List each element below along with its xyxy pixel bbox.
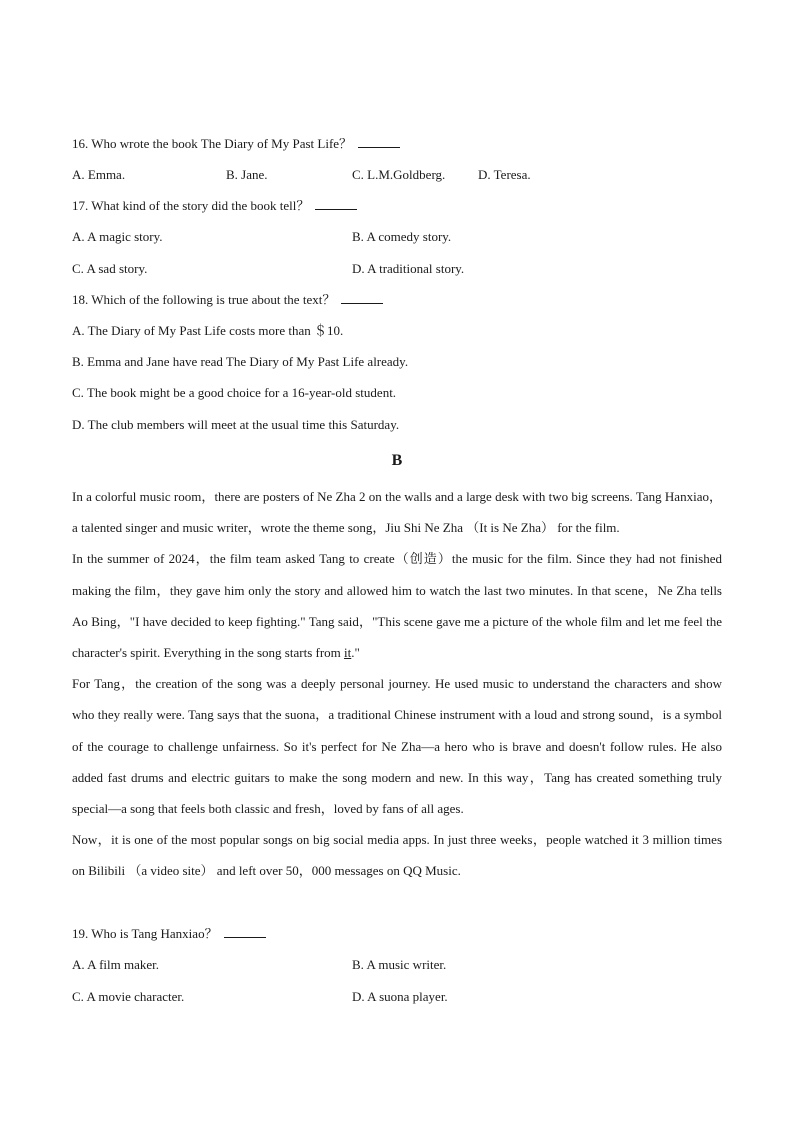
passage-b (72, 481, 722, 887)
answer-blank-16[interactable] (358, 136, 400, 148)
q18-option-c: C. The book might be a good choice for a 16-year-old student. (72, 385, 397, 400)
question-19-stem: 19. Who is Tang Hanxiao？ (72, 926, 218, 941)
underlined-word-it: it (344, 645, 352, 661)
question-18-stem: 18. Which of the following is true about the text？ (72, 292, 336, 307)
passage-paragraph-4: Now，it is one of the most popular songs on big social media apps. In just three weeks，people watched it 3 million times on Bilibili （a video site） and left over 50，000 messages on QQ Music. (72, 832, 722, 879)
question-16-stem: 16. Who wrote the book The Diary of My Past Life？ (72, 136, 353, 151)
answer-blank-18[interactable] (341, 292, 383, 304)
q16-option-b: B. Jane. (226, 167, 268, 182)
q16-option-a: A. Emma. (72, 167, 126, 182)
q19-option-b: B. A music writer. (352, 957, 447, 972)
question-17-stem: 17. What kind of the story did the book tell？ (72, 198, 310, 213)
q19-option-a: A. A film maker. (72, 957, 160, 972)
question-18 (72, 292, 383, 308)
q17-option-d: D. A traditional story. (352, 261, 465, 276)
question-19 (72, 926, 266, 942)
passage-paragraph-1: In a colorful music room，there are posters of Ne Zha 2 on the walls and a large desk with two big screens. Tang Hanxiao，a talented singer and music writer，wrote the theme song，Jiu Shi Ne Zha （It is Ne Zha） for the film. (72, 489, 722, 536)
question-16 (72, 136, 400, 152)
q18-option-d: D. The club members will meet at the usual time this Saturday. (72, 417, 400, 432)
q17-option-b: B. A comedy story. (352, 229, 452, 244)
q18-option-b: B. Emma and Jane have read The Diary of My Past Life already. (72, 354, 409, 369)
q17-option-a: A. A magic story. (72, 229, 163, 244)
q18-option-a: A. The Diary of My Past Life costs more than ＄10. (72, 323, 344, 338)
answer-blank-17[interactable] (315, 198, 357, 210)
q16-option-d: D. Teresa. (478, 167, 531, 182)
q19-option-d: D. A suona player. (352, 989, 448, 1004)
passage-paragraph-3: For Tang，the creation of the song was a deeply personal journey. He used music to understand the characters and show who they really were. Tang says that the suona，a traditional Chinese instrument with a loud and strong sound，is a symbol of the courage to challenge unfairness. So it's perfect for Ne Zha—a hero who is brave and doesn't follow rules. He also added fast drums and electric guitars to make the song modern and new. In this way，Tang has created something truly special—a song that feels both classic and fresh，loved by fans of all ages. (72, 676, 722, 817)
q17-option-c: C. A sad story. (72, 261, 148, 276)
paragraph-2-text: In the summer of 2024，the film team asked Tang to create（创造）the music for the film. Since they had not finished making the film，they gave him only the story and allowed him to watch the last two minutes. In that scene，Ne Zha tells Ao Bing，"I have decided to keep fighting." Tang said，"This scene gave me a picture of the whole film and let me feel the character's spirit. Everything in the song starts from (72, 551, 722, 661)
passage-paragraph-2 (72, 543, 722, 668)
answer-blank-19[interactable] (224, 926, 266, 938)
paragraph-2-end: ." (351, 645, 360, 661)
section-b-heading: B (391, 452, 403, 469)
q16-option-c: C. L.M.Goldberg. (352, 167, 446, 182)
q19-option-c: C. A movie character. (72, 989, 185, 1004)
question-17 (72, 198, 357, 214)
